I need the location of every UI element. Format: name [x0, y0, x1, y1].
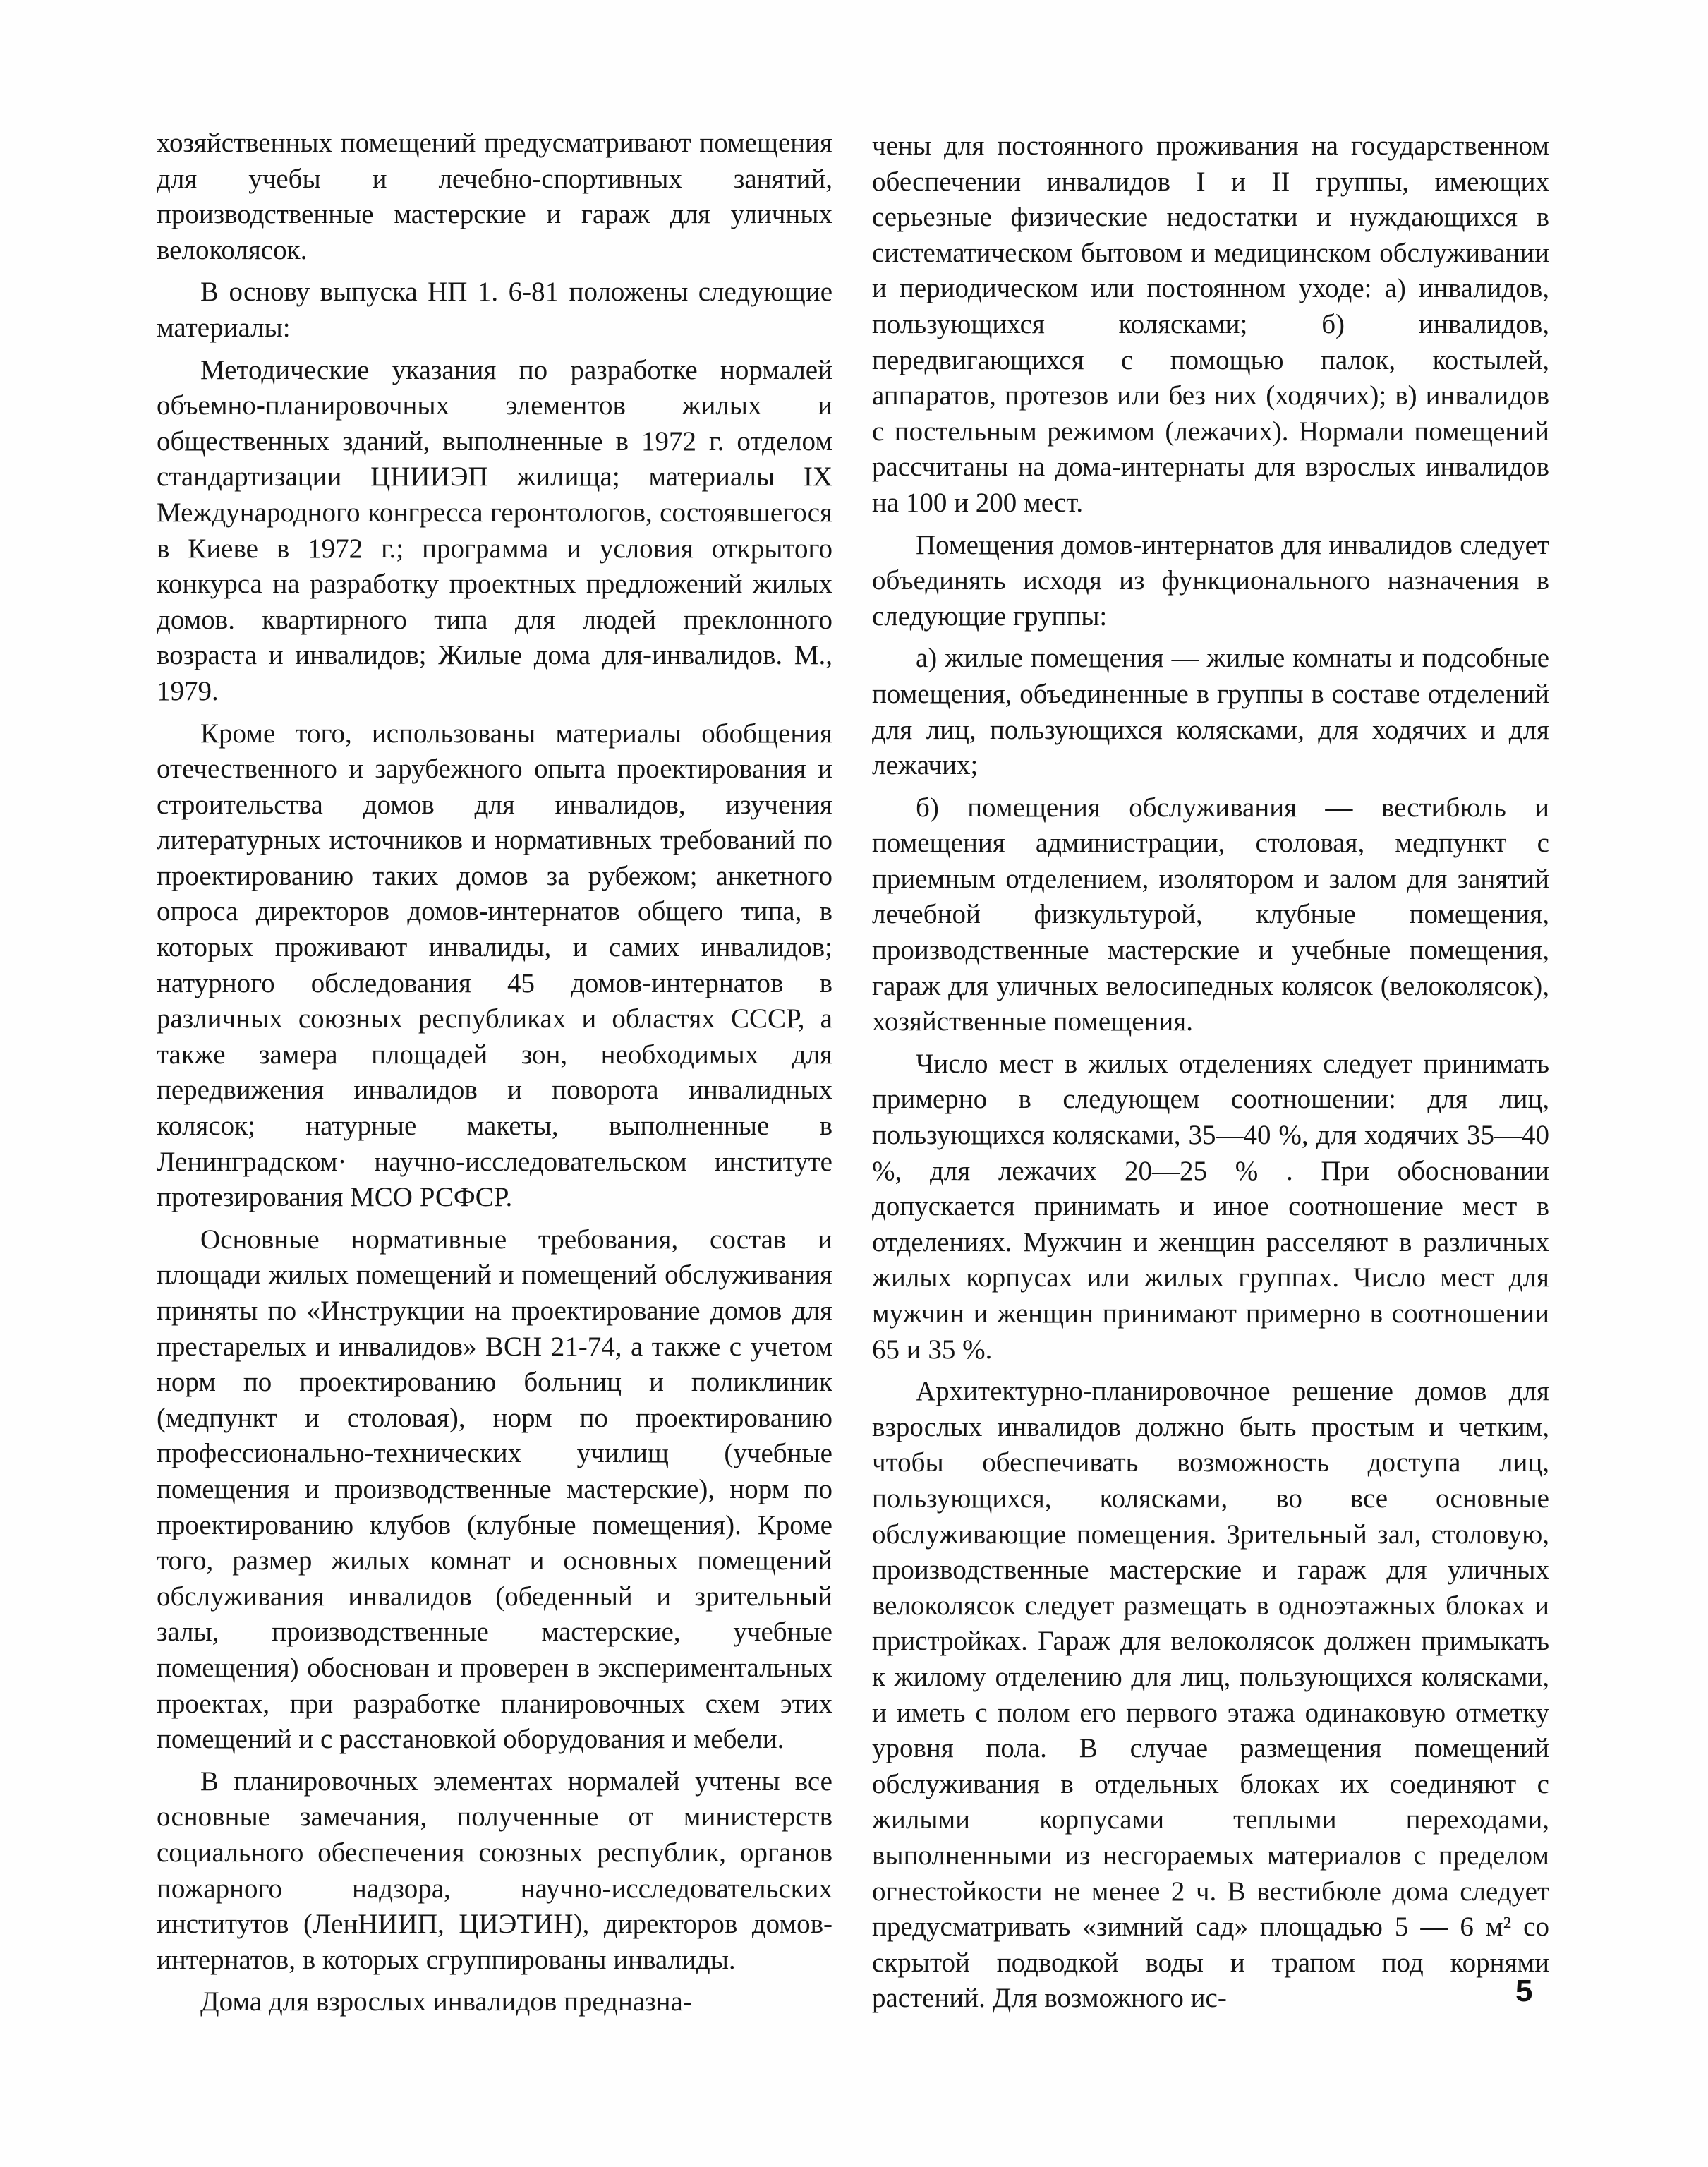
paragraph: В основу выпуска НП 1. 6-81 положены следующие материалы: [157, 277, 832, 343]
paragraph: Кроме того, использованы материалы обобщения отечественного и зарубежного опыта проектирования и строительства домов для инвалидов, изучения литературных источников и нормативных требований по проектированию таких домов за рубежом; анкетного опроса директоров домов-интернатов общего типа, в которых проживают инвалиды, и самих инвалидов; натурного обследования 45 домов-интернатов в различных союзных республиках и областях СССР, а также замера площадей зон, необходимых для передвижения инвалидов и поворота инвалидных колясок; натурные макеты, выполненные в Ленинградском· научно-исследовательском институте протезирования МСО РСФСР. [157, 718, 832, 1213]
paragraph: Помещения домов-интернатов для инвалидов следует объединять исходя из функционального назначения в следующие группы: [872, 529, 1549, 632]
paragraph: Архитектурно-планировочное решение домов для взрослых инвалидов должно быть простым и четким, чтобы обеспечивать возможность доступа лиц, пользующихся, колясками, во все основные обслуживающие помещения. Зрительный зал, столовую, производственные мастерские и гараж для уличных велоколясок следует размещать в одноэтажных блоках и пристройках. Гараж для велоколясок должен примыкать к жилому отделению для лиц, пользующихся колясками, и иметь с полом его первого этажа одинаковую отметку уровня пола. В случае размещения помещений обслуживания в отдельных блоках их соединяют с жилыми корпусами теплыми переходами, выполненными из несгораемых материалов с пределом огнестойкости не менее 2 ч. В вестибюле дома следует предусматривать «зимний сад» площадью 5 — 6 м² со скрытой подводкой воды и трапом под корнями растений. Для возможного ис- [872, 1376, 1549, 2014]
right-text-column [872, 128, 1549, 2017]
paragraph: Дома для взрослых инвалидов предназна- [200, 1986, 692, 2017]
paragraph: Методические указания по разработке нормалей объемно-планировочных элементов жилых и общественных зданий, выполненные в 1972 г. отделом стандартизации ЦНИИЭП жилища; материалы IX Международного конгресса геронтологов, состоявшегося в Киеве в 1972 г.; программа и условия открытого конкурса на разработку проектных предложений жилых домов. квартирного типа для людей преклонного возраста и инвалидов; Жилые дома для-инвалидов. М., 1979. [157, 354, 832, 706]
paragraph: Число мест в жилых отделениях следует принимать примерно в следующем соотношении: для лиц, пользующихся колясками, 35—40 %, для ходячих 35—40 %, для лежачих 20—25 % . При обосновании допускается принимать и иное соотношение мест в отделениях. Мужчин и женщин расселяют в различных жилых корпусах или жилых группах. Число мест для мужчин и женщин принимают примерно в соотношении 65 и 35 %. [872, 1048, 1549, 1365]
paragraph: В планировочных элементах нормалей учтены все основные замечания, полученные от министерств социального обеспечения союзных республик, органов пожарного надзора, научно-исследовательских институтов (ЛенНИИП, ЦИЭТИН), директоров домов-интернатов, в которых сгруппированы инвалиды. [157, 1765, 832, 1975]
left-text-column [157, 126, 832, 2020]
paragraph: а) жилые помещения — жилые комнаты и подсобные помещения, объединенные в группы в составе отделений для лиц, пользующихся колясками, для ходячих и для лежачих; [872, 643, 1549, 781]
paragraph: Основные нормативные требования, состав и площади жилых помещений и помещений обслуживания приняты по «Инструкции на проектирование домов для престарелых и инвалидов» ВСН 21-74, а также с учетом норм по проектированию больниц и поликлиник (медпункт и столовая), норм по проектированию профессионально-технических училищ (учебные помещения и производственные мастерские), норм по проектированию клубов (клубные помещения). Кроме того, размер жилых комнат и основных помещений обслуживания инвалидов (обеденный и зрительный залы, производственные мастерские, учебные помещения) обоснован и проверен в экспериментальных проектах, при разработке планировочных схем этих помещений и с расстановкой оборудования и мебели. [157, 1224, 832, 1755]
page-number: 5 [1515, 1974, 1533, 2008]
paragraph: чены для постоянного проживания на государственном обеспечении инвалидов I и II группы, имеющих серьезные физические недостатки и нуждающихся в систематическом бытовом и медицинском обслуживании и периодическом или постоянном уходе: а) инвалидов, пользующихся колясками; б) инвалидов, передвигающихся с помощью палок, костылей, аппаратов, протезов или без них (ходячих); в) инвалидов с постельным режимом (лежачих). Нормали помещений рассчитаны на дома-интернаты для взрослых инвалидов на 100 и 200 мест. [872, 131, 1549, 518]
paragraph: б) помещения обслуживания — вестибюль и помещения администрации, столовая, медпункт с приемным отделением, изолятором и залом для занятий лечебной физкультурой, клубные помещения, производственные мастерские и учебные помещения, гараж для уличных велосипедных колясок (велоколясок), хозяйственные помещения. [872, 792, 1549, 1037]
paragraph: хозяйственных помещений предусматривают помещения для учебы и лечебно-спортивных занятий, производственные мастерские и гараж для уличных велоколясок. [157, 128, 832, 265]
